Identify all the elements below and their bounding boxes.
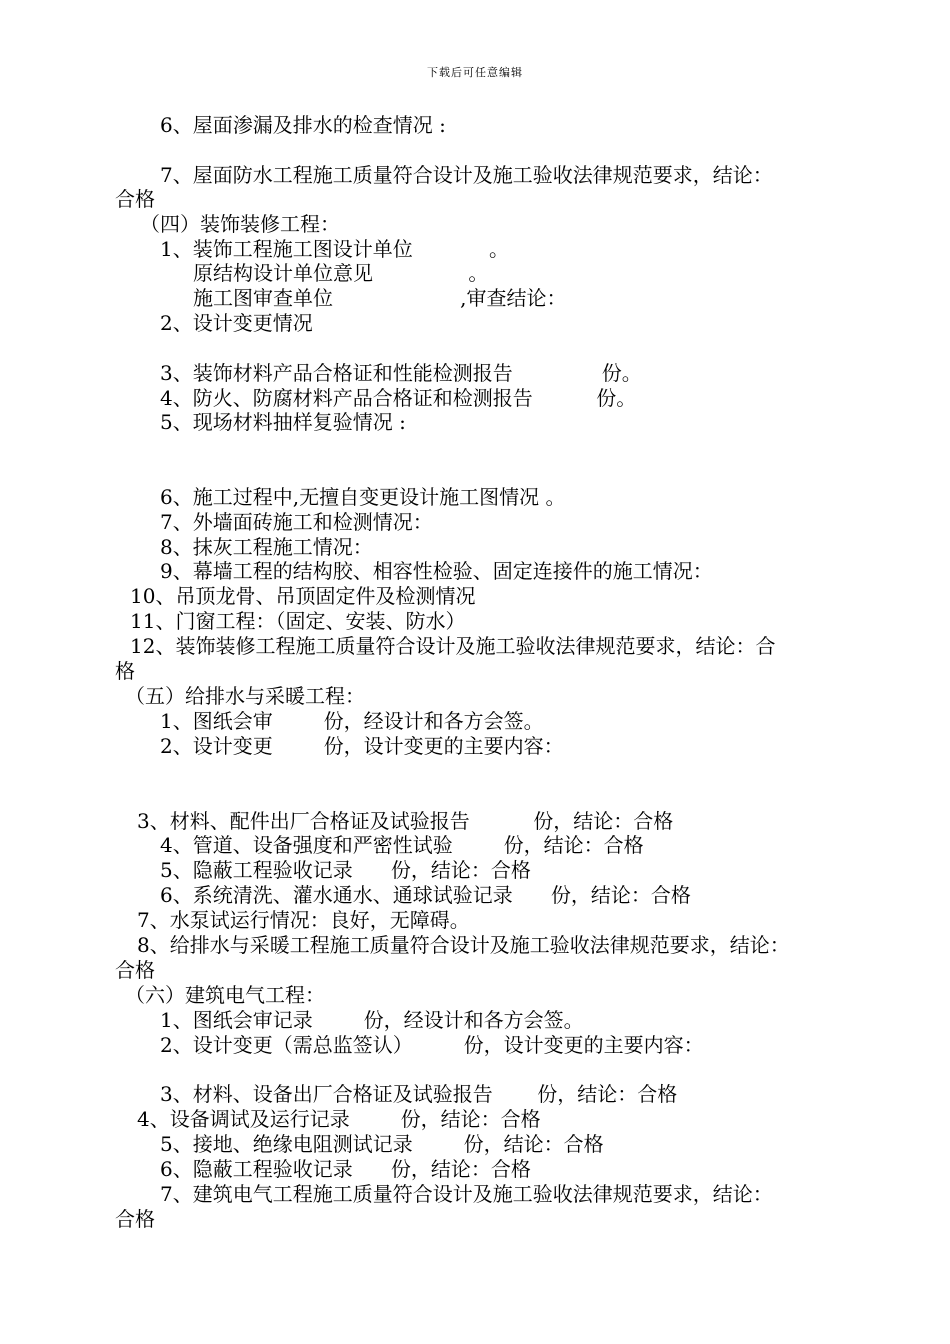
text-line: 5、现场材料抽样复验情况 : — [160, 410, 406, 434]
text-line: 格 — [115, 659, 135, 683]
text-line: 2、设计变更 份，设计变更的主要内容： — [160, 734, 564, 758]
text-line: 6、屋面渗漏及排水的检查情况 : — [160, 113, 446, 137]
section-heading: （四）装饰装修工程： — [140, 212, 340, 236]
text-line: 7、建筑电气工程施工质量符合设计及施工验收法律规范要求，结论： — [160, 1182, 773, 1206]
text-line: 7、水泵试运行情况：良好，无障碍。 — [137, 908, 470, 932]
text-line: 5、接地、绝缘电阻测试记录 份，结论：合格 — [160, 1132, 604, 1156]
text-line: 9、幕墙工程的结构胶、相容性检验、固定连接件的施工情况： — [160, 559, 713, 583]
section-heading: （六）建筑电气工程： — [125, 983, 325, 1007]
text-line: 原结构设计单位意见 。 — [193, 261, 489, 285]
text-line: 6、系统清洗、灌水通水、通球试验记录 份，结论：合格 — [160, 883, 691, 907]
text-line: 2、设计变更（需总监签认） 份，设计变更的主要内容： — [160, 1033, 704, 1057]
text-line: 施工图审查单位 ,审查结论： — [193, 286, 567, 310]
text-line: 10、吊顶龙骨、吊顶固定件及检测情况 — [130, 584, 476, 608]
text-line: 6、隐蔽工程验收记录 份，结论：合格 — [160, 1157, 531, 1181]
text-line: 7、外墙面砖施工和检测情况： — [160, 510, 433, 534]
text-line: 5、隐蔽工程验收记录 份，结论：合格 — [160, 858, 531, 882]
text-line: 1、图纸会审 份，经设计和各方会签。 — [160, 709, 544, 733]
text-line: 4、防火、防腐材料产品合格证和检测报告 份。 — [160, 386, 637, 410]
text-line: 4、管道、设备强度和严密性试验 份，结论：合格 — [160, 833, 644, 857]
text-line: 4、设备调试及运行记录 份，结论：合格 — [137, 1107, 541, 1131]
text-line: 2、设计变更情况 — [160, 311, 313, 335]
text-line: 12、装饰装修工程施工质量符合设计及施工验收法律规范要求，结论：合 — [130, 634, 776, 658]
text-line: 11、门窗工程：（固定、安装、防水） — [130, 609, 466, 633]
text-line: 7、屋面防水工程施工质量符合设计及施工验收法律规范要求，结论： — [160, 163, 773, 187]
text-line: 3、材料、配件出厂合格证及试验报告 份，结论：合格 — [137, 809, 674, 833]
text-line: 合格 — [115, 1207, 155, 1231]
text-line: 合格 — [115, 187, 155, 211]
text-line: 6、施工过程中,无擅自变更设计施工图情况 。 — [160, 485, 566, 509]
section-heading: （五）给排水与采暖工程： — [125, 684, 365, 708]
text-line: 8、抹灰工程施工情况： — [160, 535, 373, 559]
text-line: 8、给排水与采暖工程施工质量符合设计及施工验收法律规范要求，结论： — [137, 933, 790, 957]
text-line: 3、装饰材料产品合格证和性能检测报告 份。 — [160, 361, 642, 385]
text-line: 1、图纸会审记录 份，经设计和各方会签。 — [160, 1008, 584, 1032]
text-line: 1、装饰工程施工图设计单位 。 — [160, 237, 510, 261]
text-line: 3、材料、设备出厂合格证及试验报告 份，结论：合格 — [160, 1082, 678, 1106]
page-header: 下载后可任意编辑 — [427, 66, 523, 79]
text-line: 合格 — [115, 958, 155, 982]
